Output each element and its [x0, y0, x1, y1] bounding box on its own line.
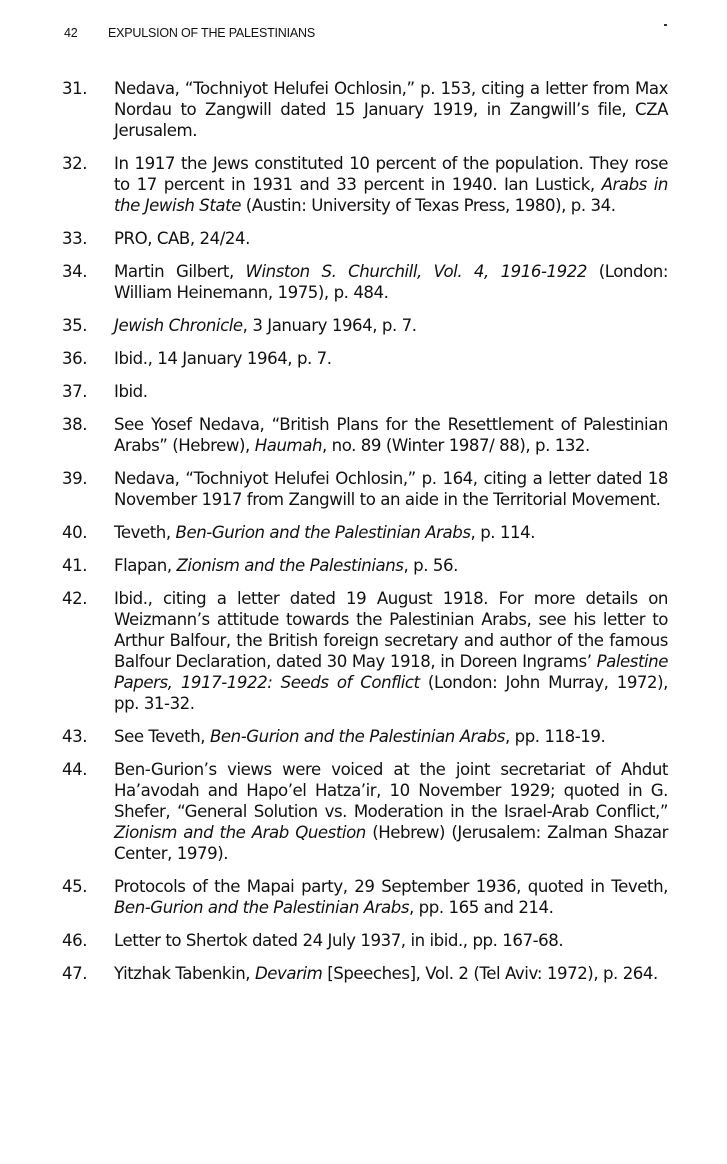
endnote-text-segment: Ibid., 14 January 1964, p. 7.: [114, 349, 332, 368]
endnote: [62, 468, 668, 510]
endnote-text-segment: , p. 56.: [403, 556, 458, 575]
endnote: [62, 315, 668, 336]
endnote-number: 31.: [62, 79, 88, 98]
endnote-italic-title: Winston S. Churchill, Vol. 4, 1916-1922: [245, 262, 587, 281]
endnote-number: 41.: [62, 556, 88, 575]
running-head: [64, 26, 315, 40]
endnote-italic-title: Ben-Gurion and the Palestinian Arabs: [175, 523, 471, 542]
endnote-text-segment: [Speeches], Vol. 2 (Tel Aviv: 1972), p. 264.: [322, 964, 658, 983]
endnote-number: 32.: [62, 154, 88, 173]
endnotes-list: [62, 78, 668, 996]
endnote-italic-title: Palestine Papers, 1917-1922: Seeds of Conflict: [114, 652, 668, 692]
endnote-text: [114, 381, 668, 402]
endnote-number: 40.: [62, 523, 88, 542]
endnote-number: 33.: [62, 229, 88, 248]
endnote-text-segment: , no. 89 (Winter 1987/ 88), p. 132.: [322, 436, 590, 455]
endnote-text-segment: (London: John Murray, 1972), pp. 31-32.: [114, 673, 668, 713]
endnote-text-segment: (Hebrew) (Jerusalem: Zalman Shazar Center, 1979).: [114, 823, 668, 863]
endnote-text: [114, 759, 668, 864]
endnote: [62, 963, 668, 984]
endnote-text-segment: , pp. 165 and 214.: [409, 898, 554, 917]
endnote: [62, 522, 668, 543]
endnote-text: [114, 876, 668, 918]
endnote-text: [114, 468, 668, 510]
endnote-number: 38.: [62, 415, 88, 434]
endnote-italic-title: Devarim: [254, 964, 323, 983]
endnote-text-segment: (Austin: University of Texas Press, 1980), p. 34.: [240, 196, 616, 215]
endnote-text-segment: Flapan,: [114, 556, 177, 575]
endnote-italic-title: Ben-Gurion and the Palestinian Arabs: [209, 727, 505, 746]
endnote-text-segment: In 1917 the Jews constituted 10 percent of the population. They rose to 17 percent in 1931 and 33 percent in 1940. Ian Lustick,: [114, 154, 668, 194]
endnote: [62, 78, 668, 141]
endnote: [62, 930, 668, 951]
endnote-text-segment: Teveth,: [114, 523, 176, 542]
endnote-italic-title: Jewish Chronicle: [114, 316, 243, 335]
endnote-text: [114, 153, 668, 216]
endnote-text: [114, 963, 668, 984]
endnote: [62, 153, 668, 216]
print-speck: [664, 24, 667, 26]
endnote-text-segment: Nedava, “Tochniyot Helufei Ochlosin,” p. 153, citing a letter from Max Nordau to Zangwill dated 15 January 1919, in Zangwill’s file, CZA Jerusalem.: [114, 79, 668, 140]
endnote-text: [114, 930, 668, 951]
endnote-italic-title: Ben-Gurion and the Palestinian Arabs: [114, 898, 410, 917]
endnote-italic-title: Zionism and the Palestinians: [176, 556, 404, 575]
endnote: [62, 588, 668, 714]
endnote: [62, 261, 668, 303]
endnote-text-segment: See Yosef Nedava, “British Plans for the Resettlement of Palestinian Arabs” (Hebrew),: [114, 415, 668, 455]
endnote-number: 44.: [62, 760, 88, 779]
endnote-text-segment: Letter to Shertok dated 24 July 1937, in ibid., pp. 167-68.: [114, 931, 564, 950]
endnote-text: [114, 555, 668, 576]
endnote-number: 36.: [62, 349, 88, 368]
endnote-text-segment: Nedava, “Tochniyot Helufei Ochlosin,” p. 164, citing a letter dated 18 November 1917 from Zangwill to an aide in the Territorial Movement.: [114, 469, 668, 509]
endnote-text-segment: Protocols of the Mapai party, 29 September 1936, quoted in Teveth,: [114, 877, 668, 896]
endnote-italic-title: Zionism and the Arab Question: [114, 823, 366, 842]
endnote-text: [114, 78, 668, 141]
endnote: [62, 759, 668, 864]
endnote-text: [114, 588, 668, 714]
endnote: [62, 348, 668, 369]
running-title: EXPULSION OF THE PALESTINIANS: [108, 26, 315, 40]
endnote: [62, 228, 668, 249]
endnote-text: [114, 522, 668, 543]
endnote-italic-title: Haumah: [254, 436, 323, 455]
endnote-number: 46.: [62, 931, 88, 950]
endnote-number: 37.: [62, 382, 88, 401]
endnote-number: 43.: [62, 727, 88, 746]
endnote-text-segment: Ben-Gurion’s views were voiced at the joint secretariat of Ahdut Ha’avodah and Hapo’el Hatza’ir, 10 November 1929; quoted in G. Shefer, “General Solution vs. Moderation in the Israel-Arab Conflict,”: [114, 760, 668, 821]
endnote: [62, 381, 668, 402]
endnote: [62, 555, 668, 576]
endnote: [62, 876, 668, 918]
endnote-number: 34.: [62, 262, 88, 281]
endnote-text-segment: , p. 114.: [470, 523, 536, 542]
endnote-text-segment: , 3 January 1964, p. 7.: [242, 316, 417, 335]
endnote-number: 47.: [62, 964, 88, 983]
page-number: 42: [64, 26, 78, 40]
endnote-text-segment: Yitzhak Tabenkin,: [114, 964, 255, 983]
endnote-text-segment: Ibid., citing a letter dated 19 August 1918. For more details on Weizmann’s attitude towards the Palestinian Arabs, see his letter to Arthur Balfour, the British foreign secretary and author of the famous Balfour Declaration, dated 30 May 1918, in Doreen Ingrams’: [114, 589, 668, 671]
endnote-text-segment: (London: William Heinemann, 1975), p. 484.: [114, 262, 668, 302]
endnote-text: [114, 726, 668, 747]
endnote-text-segment: See Teveth,: [114, 727, 210, 746]
endnote-number: 35.: [62, 316, 88, 335]
endnote: [62, 726, 668, 747]
endnote-italic-title: Arabs in the Jewish State: [114, 175, 668, 215]
endnote-number: 42.: [62, 589, 88, 608]
endnote-text: [114, 228, 668, 249]
endnote-text: [114, 261, 668, 303]
endnote: [62, 414, 668, 456]
endnote-number: 39.: [62, 469, 88, 488]
endnote-text-segment: Ibid.: [114, 382, 148, 401]
endnote-text-segment: PRO, CAB, 24/24.: [114, 229, 250, 248]
endnote-text-segment: , pp. 118-19.: [504, 727, 606, 746]
endnote-text-segment: Martin Gilbert,: [114, 262, 246, 281]
endnote-number: 45.: [62, 877, 88, 896]
endnote-text: [114, 414, 668, 456]
endnote-text: [114, 315, 668, 336]
endnote-text: [114, 348, 668, 369]
